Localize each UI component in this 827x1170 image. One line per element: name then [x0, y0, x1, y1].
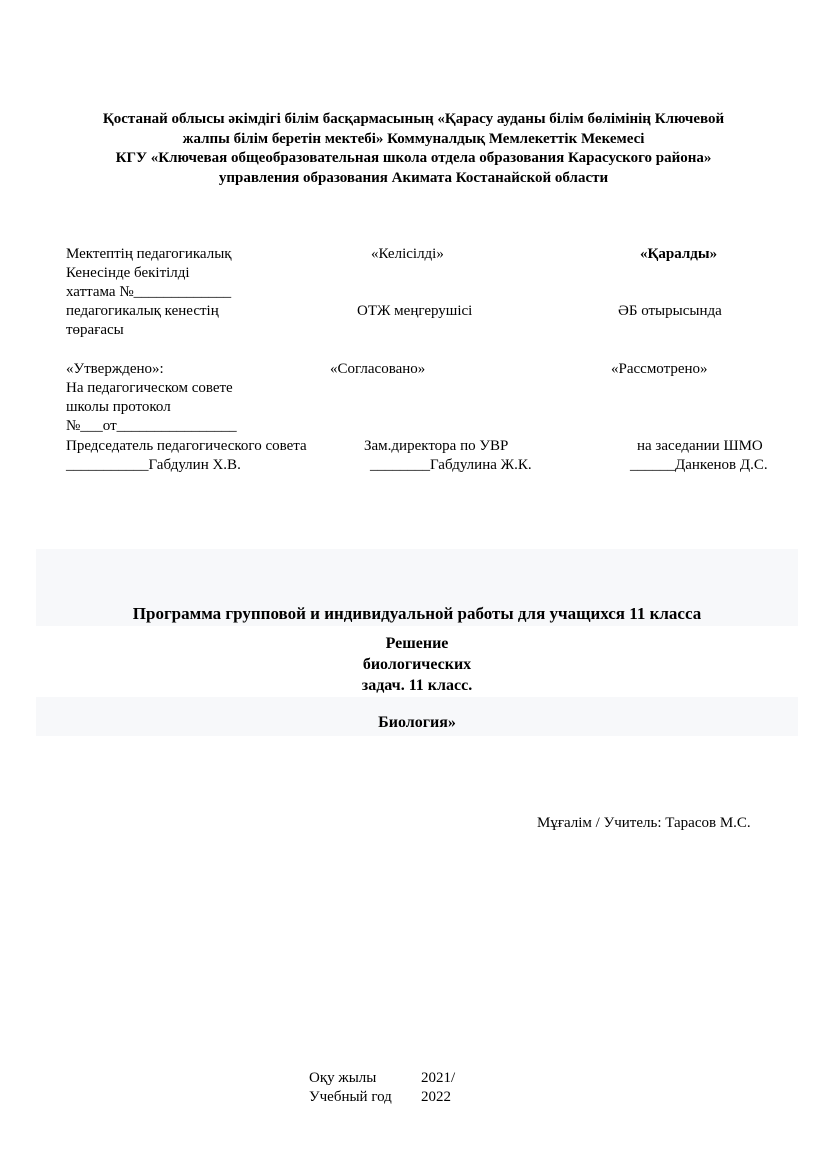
- approval-ru-line-6: ___________Габдулин Х.В.: [66, 457, 241, 473]
- course-title-line-2: биологических: [362, 656, 472, 673]
- header-line-3: КГУ «Ключевая общеобразовательная школа отдела образования Карасуского района»: [115, 150, 712, 166]
- approval-kz-line-2: Кенесінде бекітілді: [66, 265, 190, 281]
- header-line-2: жалпы білім беретін мектебі» Коммуналдық Мемлекеттік Мекемесі: [182, 130, 645, 147]
- course-title-line-3: задач. 11 класс.: [361, 677, 473, 694]
- approval-kz-agreed-role: ОТЖ меңгерушісі: [357, 303, 473, 319]
- approval-ru-reviewed-role: на заседании ШМО: [637, 438, 763, 454]
- approval-ru-line-4: №___от________________: [66, 418, 237, 434]
- course-title-line-1: Решение: [385, 635, 449, 652]
- approval-kz-line-3: хаттама №_____________: [66, 284, 232, 300]
- approval-kz-line-1: Мектептің педагогикалық: [66, 246, 232, 262]
- approval-ru-agreed-role: Зам.директора по УВР: [364, 438, 509, 454]
- approval-kz-reviewed-role: ӘБ отырысында: [618, 303, 722, 319]
- approval-kz-line-4: педагогикалық кенестің: [66, 303, 219, 319]
- approval-ru-reviewed-title: «Рассмотрено»: [611, 361, 708, 377]
- teacher-name: Мұғалім / Учитель: Тарасов М.С.: [537, 815, 751, 831]
- course-title: [36, 633, 798, 696]
- approval-ru-agreed-sign: ________Габдулина Ж.К.: [370, 457, 532, 473]
- approval-kz-agreed-title: «Келісілді»: [371, 246, 444, 262]
- approval-ru-line-5: Председатель педагогического совета: [66, 438, 307, 454]
- approval-kz-line-5: төрағасы: [66, 322, 124, 338]
- year-label-kz: Оқу жылы: [309, 1070, 377, 1086]
- approval-ru-line-1: «Утверждено»:: [66, 361, 164, 377]
- header-line-4: управления образования Акимата Костанайской области: [218, 169, 609, 186]
- approval-kz-reviewed-title: «Қаралды»: [640, 246, 718, 262]
- approval-ru-line-3: школы протокол: [66, 399, 171, 415]
- header-line-1: Қостанай облысы әкімдігі білім басқармасының «Қарасу ауданы білім бөлімінің Ключевой: [102, 111, 725, 127]
- year-value-2: 2022: [421, 1089, 451, 1105]
- year-label-ru: Учебный год: [309, 1089, 392, 1105]
- year-value-1: 2021/: [421, 1070, 456, 1086]
- approval-ru-agreed-title: «Согласовано»: [330, 361, 426, 377]
- program-title: Программа групповой и индивидуальной работы для учащихся 11 класса: [132, 604, 702, 623]
- school-header: [40, 110, 787, 188]
- approval-ru-reviewed-sign: ______Данкенов Д.С.: [630, 457, 768, 473]
- approval-ru-line-2: На педагогическом совете: [66, 380, 233, 396]
- subject-name: Биология»: [378, 714, 456, 731]
